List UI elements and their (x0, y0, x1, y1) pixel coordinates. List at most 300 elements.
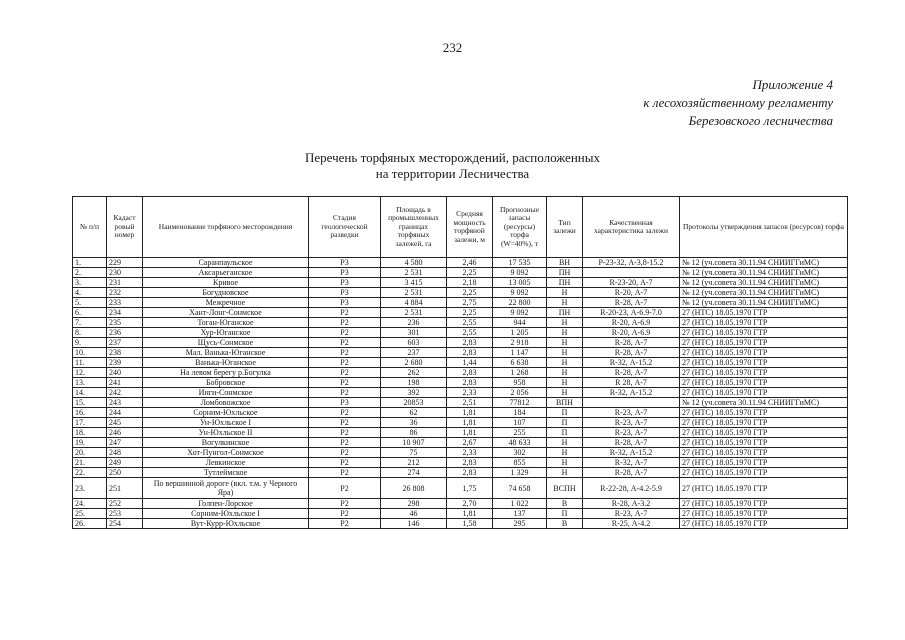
peat-reserves-cell: 295 (493, 519, 547, 529)
deposit-type-cell: П (547, 418, 583, 428)
peat-reserves-cell: 6 638 (493, 358, 547, 368)
deposit-type-cell: Н (547, 458, 583, 468)
cadastral-number-cell: 235 (107, 318, 143, 328)
quality-characteristic-cell: R-32, А-7 (583, 458, 680, 468)
row-number-cell: 20. (73, 448, 107, 458)
peat-thickness-cell: 2,25 (447, 268, 493, 278)
deposit-type-cell: Н (547, 348, 583, 358)
row-number-cell: 3. (73, 278, 107, 288)
title-line-2: на территории Лесничества (375, 166, 530, 181)
appendix-line-3: Березовского лесничества (688, 113, 833, 128)
approval-protocol-cell: 27 (НТС) 18.05.1970 ГТР (680, 509, 848, 519)
approval-protocol-cell: 27 (НТС) 18.05.1970 ГТР (680, 458, 848, 468)
row-number-cell: 22. (73, 468, 107, 478)
peat-deposits-table (72, 196, 848, 529)
quality-characteristic-cell: R-28, А-7 (583, 468, 680, 478)
deposit-type-cell: В (547, 499, 583, 509)
deposit-name-cell: Саранпаульское (143, 258, 309, 268)
deposit-name-cell: Инги-Сонмское (143, 388, 309, 398)
area-cell: 274 (381, 468, 447, 478)
deposit-type-cell: Н (547, 448, 583, 458)
area-cell: 198 (381, 378, 447, 388)
cadastral-number-cell: 253 (107, 509, 143, 519)
table-row (73, 268, 848, 278)
peat-thickness-cell: 1,58 (447, 519, 493, 529)
table-row (73, 428, 848, 438)
exploration-stage-cell: Р2 (309, 468, 381, 478)
peat-thickness-cell: 1,81 (447, 418, 493, 428)
exploration-stage-cell: Р2 (309, 308, 381, 318)
deposit-name-cell: Аксарьеганское (143, 268, 309, 278)
approval-protocol-cell: № 12 (уч.совета 30.11.94 СНИИГГиМС) (680, 268, 848, 278)
peat-thickness-cell: 2,67 (447, 438, 493, 448)
peat-thickness-cell: 2,70 (447, 499, 493, 509)
deposit-name-cell: По вершинной дороге (вкл. т.м. у Черного Яра) (143, 478, 309, 499)
quality-characteristic-cell: R-28, А-3.2 (583, 499, 680, 509)
peat-thickness-cell: 1,44 (447, 358, 493, 368)
column-header: Стадия геологической разведки (309, 197, 381, 258)
peat-thickness-cell: 2,18 (447, 278, 493, 288)
exploration-stage-cell: Р3 (309, 278, 381, 288)
peat-thickness-cell: 2,83 (447, 468, 493, 478)
quality-characteristic-cell: R-28, А-7 (583, 368, 680, 378)
peat-reserves-cell: 1 147 (493, 348, 547, 358)
row-number-cell: 6. (73, 308, 107, 318)
approval-protocol-cell: № 12 (уч.совета 30.11.94 СНИИГГиМС) (680, 258, 848, 268)
exploration-stage-cell: Р2 (309, 368, 381, 378)
area-cell: 3 415 (381, 278, 447, 288)
deposit-type-cell: ВСПН (547, 478, 583, 499)
table-row (73, 478, 848, 499)
peat-reserves-cell: 184 (493, 408, 547, 418)
quality-characteristic-cell: R-28, А-7 (583, 348, 680, 358)
exploration-stage-cell: Р2 (309, 378, 381, 388)
peat-reserves-cell: 9 092 (493, 308, 547, 318)
peat-thickness-cell: 2,25 (447, 308, 493, 318)
table-row (73, 278, 848, 288)
area-cell: 4 884 (381, 298, 447, 308)
area-cell: 75 (381, 448, 447, 458)
peat-thickness-cell: 2,33 (447, 388, 493, 398)
area-cell: 301 (381, 328, 447, 338)
approval-protocol-cell: 27 (НТС) 18.05.1970 ГТР (680, 358, 848, 368)
table-header-row (73, 197, 848, 258)
quality-characteristic-cell: R-23, А-7 (583, 418, 680, 428)
area-cell: 392 (381, 388, 447, 398)
peat-reserves-cell: 13 005 (493, 278, 547, 288)
area-cell: 298 (381, 499, 447, 509)
cadastral-number-cell: 249 (107, 458, 143, 468)
approval-protocol-cell: 27 (НТС) 18.05.1970 ГТР (680, 448, 848, 458)
exploration-stage-cell: Р2 (309, 438, 381, 448)
deposit-name-cell: Сорним-Юхльское I (143, 509, 309, 519)
column-header: Средняя мощность торфяной залежи, м (447, 197, 493, 258)
cadastral-number-cell: 234 (107, 308, 143, 318)
row-number-cell: 4. (73, 288, 107, 298)
row-number-cell: 18. (73, 428, 107, 438)
appendix-line-1: Приложение 4 (752, 77, 833, 92)
deposit-type-cell: Н (547, 368, 583, 378)
deposit-name-cell: Левкинское (143, 458, 309, 468)
deposit-type-cell: ВПН (547, 398, 583, 408)
deposit-name-cell: Межречное (143, 298, 309, 308)
deposit-name-cell: Хур-Юганское (143, 328, 309, 338)
cadastral-number-cell: 232 (107, 288, 143, 298)
table-row (73, 318, 848, 328)
column-header: Протоколы утверждения запасов (ресурсов) торфа (680, 197, 848, 258)
table-row (73, 499, 848, 509)
area-cell: 2 680 (381, 358, 447, 368)
quality-characteristic-cell: R-20-23, А-6.9-7.0 (583, 308, 680, 318)
deposit-name-cell: Голпен-Лорское (143, 499, 309, 509)
peat-thickness-cell: 1,75 (447, 478, 493, 499)
exploration-stage-cell: Р2 (309, 499, 381, 509)
peat-thickness-cell: 2,83 (447, 458, 493, 468)
peat-thickness-cell: 2,75 (447, 298, 493, 308)
cadastral-number-cell: 251 (107, 478, 143, 499)
approval-protocol-cell: 27 (НТС) 18.05.1970 ГТР (680, 368, 848, 378)
exploration-stage-cell: Р2 (309, 418, 381, 428)
quality-characteristic-cell: R-28, А-7 (583, 338, 680, 348)
column-header: Качественная характеристика залежи (583, 197, 680, 258)
cadastral-number-cell: 246 (107, 428, 143, 438)
row-number-cell: 7. (73, 318, 107, 328)
deposit-type-cell: Н (547, 388, 583, 398)
exploration-stage-cell: Р2 (309, 519, 381, 529)
cadastral-number-cell: 245 (107, 418, 143, 428)
quality-characteristic-cell: Р-23-32, А-3,8-15.2 (583, 258, 680, 268)
cadastral-number-cell: 231 (107, 278, 143, 288)
area-cell: 236 (381, 318, 447, 328)
table-row (73, 448, 848, 458)
column-header: Прогнозные запасы (ресурсы) торфа (W=40%), т (493, 197, 547, 258)
column-header: № п/п (73, 197, 107, 258)
row-number-cell: 16. (73, 408, 107, 418)
exploration-stage-cell: Р2 (309, 348, 381, 358)
exploration-stage-cell: Р2 (309, 328, 381, 338)
peat-reserves-cell: 2 056 (493, 388, 547, 398)
deposit-name-cell: Вут-Курр-Юхльское (143, 519, 309, 529)
row-number-cell: 14. (73, 388, 107, 398)
approval-protocol-cell: 27 (НТС) 18.05.1970 ГТР (680, 348, 848, 358)
approval-protocol-cell: 27 (НТС) 18.05.1970 ГТР (680, 308, 848, 318)
approval-protocol-cell: № 12 (уч.совета 30.11.94 СНИИГГиМС) (680, 288, 848, 298)
approval-protocol-cell: 27 (НТС) 18.05.1970 ГТР (680, 318, 848, 328)
peat-reserves-cell: 302 (493, 448, 547, 458)
area-cell: 146 (381, 519, 447, 529)
area-cell: 603 (381, 338, 447, 348)
quality-characteristic-cell: R-20, А-6.9 (583, 328, 680, 338)
exploration-stage-cell: Р2 (309, 338, 381, 348)
exploration-stage-cell: Р2 (309, 318, 381, 328)
exploration-stage-cell: Р3 (309, 288, 381, 298)
row-number-cell: 26. (73, 519, 107, 529)
deposit-name-cell: Мал. Ванька-Юганское (143, 348, 309, 358)
row-number-cell: 21. (73, 458, 107, 468)
deposit-type-cell: В (547, 519, 583, 529)
cadastral-number-cell: 247 (107, 438, 143, 448)
deposit-name-cell: Сорним-Юхльское (143, 408, 309, 418)
deposit-type-cell: Н (547, 288, 583, 298)
cadastral-number-cell: 229 (107, 258, 143, 268)
appendix-caption (643, 76, 833, 130)
row-number-cell: 2. (73, 268, 107, 278)
page-number: 232 (442, 40, 463, 55)
area-cell: 26 808 (381, 478, 447, 499)
quality-characteristic-cell: R 28, А-7 (583, 378, 680, 388)
cadastral-number-cell: 236 (107, 328, 143, 338)
peat-thickness-cell: 2,51 (447, 398, 493, 408)
deposit-type-cell: Н (547, 328, 583, 338)
exploration-stage-cell: Р2 (309, 388, 381, 398)
cadastral-number-cell: 238 (107, 348, 143, 358)
cadastral-number-cell: 240 (107, 368, 143, 378)
area-cell: 20853 (381, 398, 447, 408)
quality-characteristic-cell: R-20, А-6.9 (583, 318, 680, 328)
quality-characteristic-cell: R-25, А-4.2 (583, 519, 680, 529)
peat-reserves-cell: 77812 (493, 398, 547, 408)
quality-characteristic-cell: R-23, А-7 (583, 408, 680, 418)
table-row (73, 388, 848, 398)
appendix-line-2: к лесохозяйственному регламенту (643, 95, 833, 110)
deposit-name-cell: Тоган-Юганское (143, 318, 309, 328)
deposit-type-cell: Н (547, 438, 583, 448)
deposit-type-cell: П (547, 428, 583, 438)
cadastral-number-cell: 250 (107, 468, 143, 478)
table-row (73, 509, 848, 519)
document-title (0, 150, 905, 182)
exploration-stage-cell: Р2 (309, 458, 381, 468)
area-cell: 46 (381, 509, 447, 519)
peat-reserves-cell: 1 329 (493, 468, 547, 478)
quality-characteristic-cell: R-32, А-15.2 (583, 448, 680, 458)
peat-thickness-cell: 2,25 (447, 288, 493, 298)
table-row (73, 438, 848, 448)
area-cell: 212 (381, 458, 447, 468)
quality-characteristic-cell: R-20, А-7 (583, 288, 680, 298)
exploration-stage-cell: Р3 (309, 298, 381, 308)
cadastral-number-cell: 237 (107, 338, 143, 348)
approval-protocol-cell: 27 (НТС) 18.05.1970 ГТР (680, 438, 848, 448)
area-cell: 10 907 (381, 438, 447, 448)
approval-protocol-cell: 27 (НТС) 18.05.1970 ГТР (680, 408, 848, 418)
exploration-stage-cell: Р3 (309, 268, 381, 278)
quality-characteristic-cell: R-23, А-7 (583, 428, 680, 438)
row-number-cell: 5. (73, 298, 107, 308)
peat-thickness-cell: 2,55 (447, 318, 493, 328)
exploration-stage-cell: Р2 (309, 448, 381, 458)
row-number-cell: 8. (73, 328, 107, 338)
row-number-cell: 13. (73, 378, 107, 388)
column-header: Площадь в промышленных границах торфяных залежей, га (381, 197, 447, 258)
row-number-cell: 11. (73, 358, 107, 368)
quality-characteristic-cell: R-28, А-7 (583, 438, 680, 448)
row-number-cell: 10. (73, 348, 107, 358)
peat-reserves-cell: 48 633 (493, 438, 547, 448)
exploration-stage-cell: Р2 (309, 509, 381, 519)
deposit-name-cell: Богудновское (143, 288, 309, 298)
area-cell: 2 531 (381, 288, 447, 298)
exploration-stage-cell: Р3 (309, 258, 381, 268)
peat-reserves-cell: 137 (493, 509, 547, 519)
cadastral-number-cell: 241 (107, 378, 143, 388)
deposit-type-cell: Н (547, 468, 583, 478)
table-row (73, 368, 848, 378)
table-row (73, 378, 848, 388)
approval-protocol-cell: 27 (НТС) 18.05.1970 ГТР (680, 378, 848, 388)
row-number-cell: 24. (73, 499, 107, 509)
row-number-cell: 15. (73, 398, 107, 408)
exploration-stage-cell: Р2 (309, 428, 381, 438)
approval-protocol-cell: 27 (НТС) 18.05.1970 ГТР (680, 328, 848, 338)
peat-reserves-cell: 107 (493, 418, 547, 428)
cadastral-number-cell: 233 (107, 298, 143, 308)
exploration-stage-cell: Р3 (309, 398, 381, 408)
deposit-name-cell: Бобровское (143, 378, 309, 388)
area-cell: 62 (381, 408, 447, 418)
peat-thickness-cell: 1,81 (447, 509, 493, 519)
area-cell: 2 531 (381, 308, 447, 318)
peat-thickness-cell: 2,83 (447, 378, 493, 388)
peat-reserves-cell: 944 (493, 318, 547, 328)
quality-characteristic-cell: R-28, А-7 (583, 298, 680, 308)
cadastral-number-cell: 244 (107, 408, 143, 418)
peat-reserves-cell: 1 268 (493, 368, 547, 378)
cadastral-number-cell: 243 (107, 398, 143, 408)
deposit-type-cell: ПН (547, 278, 583, 288)
peat-reserves-cell: 1 205 (493, 328, 547, 338)
deposit-name-cell: Хант-Лонг-Сонмское (143, 308, 309, 318)
title-line-1: Перечень торфяных месторождений, расположенных (305, 150, 600, 165)
cadastral-number-cell: 230 (107, 268, 143, 278)
deposit-type-cell: ВН (547, 258, 583, 268)
area-cell: 36 (381, 418, 447, 428)
peat-thickness-cell: 2,55 (447, 328, 493, 338)
approval-protocol-cell: 27 (НТС) 18.05.1970 ГТР (680, 478, 848, 499)
table-row (73, 348, 848, 358)
row-number-cell: 17. (73, 418, 107, 428)
approval-protocol-cell: 27 (НТС) 18.05.1970 ГТР (680, 388, 848, 398)
approval-protocol-cell: 27 (НТС) 18.05.1970 ГТР (680, 418, 848, 428)
peat-reserves-cell: 958 (493, 378, 547, 388)
table-row (73, 258, 848, 268)
exploration-stage-cell: Р2 (309, 358, 381, 368)
peat-thickness-cell: 2,83 (447, 338, 493, 348)
table-row (73, 398, 848, 408)
deposit-type-cell: П (547, 408, 583, 418)
cadastral-number-cell: 248 (107, 448, 143, 458)
table-row (73, 408, 848, 418)
quality-characteristic-cell: R-32, А-15.2 (583, 358, 680, 368)
cadastral-number-cell: 254 (107, 519, 143, 529)
quality-characteristic-cell: R-22-28, А-4.2-5.9 (583, 478, 680, 499)
exploration-stage-cell: Р2 (309, 408, 381, 418)
peat-thickness-cell: 2,33 (447, 448, 493, 458)
area-cell: 86 (381, 428, 447, 438)
row-number-cell: 25. (73, 509, 107, 519)
row-number-cell: 9. (73, 338, 107, 348)
peat-reserves-cell: 2 918 (493, 338, 547, 348)
table-row (73, 519, 848, 529)
column-header: Тип залежи (547, 197, 583, 258)
row-number-cell: 23. (73, 478, 107, 499)
peat-thickness-cell: 2,83 (447, 348, 493, 358)
deposit-type-cell: ПН (547, 308, 583, 318)
cadastral-number-cell: 239 (107, 358, 143, 368)
deposit-type-cell: Н (547, 338, 583, 348)
table-row (73, 468, 848, 478)
deposit-name-cell: Щусь-Сонмское (143, 338, 309, 348)
column-header: Кадаст ровый номер (107, 197, 143, 258)
table-row (73, 358, 848, 368)
table-row (73, 328, 848, 338)
area-cell: 262 (381, 368, 447, 378)
deposit-name-cell: На левом берегу р.Богулка (143, 368, 309, 378)
peat-reserves-cell: 9 092 (493, 288, 547, 298)
peat-thickness-cell: 1,81 (447, 428, 493, 438)
peat-reserves-cell: 74 658 (493, 478, 547, 499)
deposit-type-cell: Н (547, 358, 583, 368)
table-row (73, 418, 848, 428)
deposit-type-cell: Н (547, 378, 583, 388)
peat-reserves-cell: 1 022 (493, 499, 547, 509)
peat-reserves-cell: 17 535 (493, 258, 547, 268)
cadastral-number-cell: 242 (107, 388, 143, 398)
approval-protocol-cell: 27 (НТС) 18.05.1970 ГТР (680, 428, 848, 438)
approval-protocol-cell: 27 (НТС) 18.05.1970 ГТР (680, 499, 848, 509)
quality-characteristic-cell: R-23, А-7 (583, 509, 680, 519)
deposit-name-cell: Ломбовожское (143, 398, 309, 408)
approval-protocol-cell: 27 (НТС) 18.05.1970 ГТР (680, 519, 848, 529)
exploration-stage-cell: Р2 (309, 478, 381, 499)
quality-characteristic-cell (583, 268, 680, 278)
table-row (73, 338, 848, 348)
deposit-type-cell: Н (547, 318, 583, 328)
peat-reserves-cell: 855 (493, 458, 547, 468)
deposit-name-cell: Ун-Юхльское II (143, 428, 309, 438)
table-body (73, 258, 848, 529)
deposit-name-cell: Тутлеймское (143, 468, 309, 478)
approval-protocol-cell: № 12 (уч.совета 30.11.94 СНИИГГиМС) (680, 298, 848, 308)
peat-reserves-cell: 22 800 (493, 298, 547, 308)
quality-characteristic-cell: R-32, А-15.2 (583, 388, 680, 398)
approval-protocol-cell: № 12 (уч.совета 30.11.94 СНИИГГиМС) (680, 278, 848, 288)
peat-thickness-cell: 2,46 (447, 258, 493, 268)
area-cell: 4 580 (381, 258, 447, 268)
peat-reserves-cell: 9 092 (493, 268, 547, 278)
quality-characteristic-cell: R-23-20, А-7 (583, 278, 680, 288)
table-row (73, 308, 848, 318)
approval-protocol-cell: 27 (НТС) 18.05.1970 ГТР (680, 338, 848, 348)
table-row (73, 288, 848, 298)
deposit-name-cell: Хот-Пунгол-Сонмское (143, 448, 309, 458)
area-cell: 2 531 (381, 268, 447, 278)
approval-protocol-cell: № 12 (уч.совета 30.11.94 СНИИГГиМС) (680, 398, 848, 408)
column-header: Наименование торфяного месторождения (143, 197, 309, 258)
peat-thickness-cell: 1,81 (447, 408, 493, 418)
area-cell: 237 (381, 348, 447, 358)
row-number-cell: 19. (73, 438, 107, 448)
deposit-type-cell: Н (547, 298, 583, 308)
peat-reserves-cell: 255 (493, 428, 547, 438)
deposit-name-cell: Кривое (143, 278, 309, 288)
cadastral-number-cell: 252 (107, 499, 143, 509)
row-number-cell: 12. (73, 368, 107, 378)
row-number-cell: 1. (73, 258, 107, 268)
deposit-name-cell: Ванька-Юганское (143, 358, 309, 368)
approval-protocol-cell: 27 (НТС) 18.05.1970 ГТР (680, 468, 848, 478)
deposit-type-cell: П (547, 509, 583, 519)
